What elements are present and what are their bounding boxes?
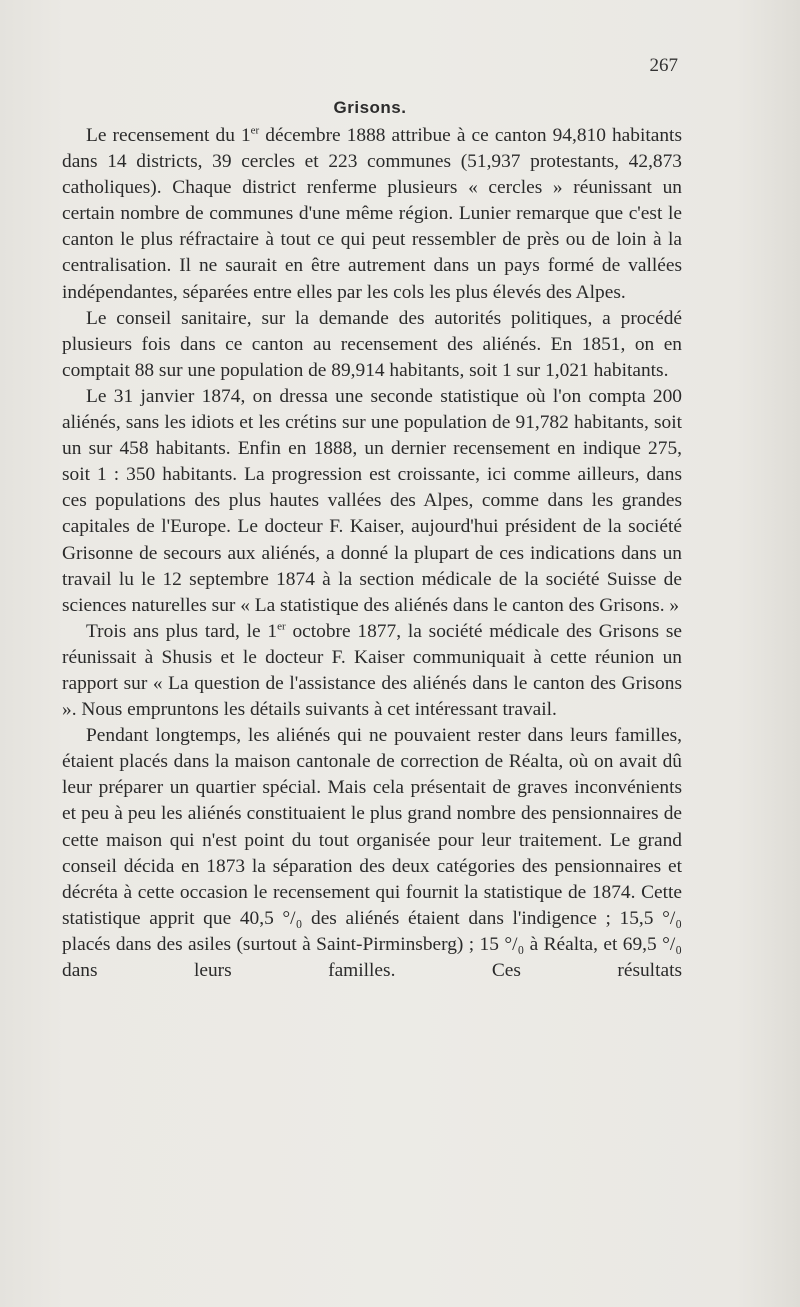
paragraph xyxy=(62,619,682,723)
paragraph xyxy=(62,723,682,984)
text-run: Pendant longtemps, les aliénés qui ne pouvaient rester dans leurs familles, étaient placés dans la maison cantonale de correction de Réalta, où on avait dû leur préparer un quartier spécial. Mais cela présentait de graves inconvénients et peu à peu les aliénés constituaient le plus grand nombre des pensionnaires de cette maison qui n'est point du tout organisée pour leur traitement. Le grand conseil décida en 1873 la séparation des deux catégories des pensionnaires et décréta à cette occasion le recensement qui fournit la statistique de 1874. Cette statistique apprit que 40,5 °/₀ des aliénés étaient dans l'indigence ; 15,5 °/₀ placés dans des asiles (surtout à Saint-Pirminsberg) ; 15 °/₀ à Réalta, et 69,5 °/₀ dans leurs familles. Ces résultats xyxy=(62,725,682,981)
text-run: Trois ans plus tard, le 1 xyxy=(86,620,278,642)
section-title: Grisons. xyxy=(333,98,407,117)
body-text xyxy=(62,123,682,984)
text-run: octobre 1877, la société médicale des Grisons se réunissait à Shusis et le docteur F. Kaiser communiquait à cette réunion un rapport sur « La question de l'assistance des aliénés dans le canton des Grisons ». Nous empruntons les détails suivants à cet intéressant travail. xyxy=(62,620,682,721)
superscript: er xyxy=(250,124,260,137)
paragraph xyxy=(62,384,682,619)
text-run: Le conseil sanitaire, sur la demande des autorités politiques, a procédé plusieurs fois dans ce canton au recensement des aliénés. En 1851, on en comptait 88 sur une population de 89,914 habitants, soit 1 sur 1,021 habitants. xyxy=(62,307,682,381)
superscript: er xyxy=(277,620,286,633)
paragraph xyxy=(62,123,682,306)
text-run: Le recensement du 1 xyxy=(86,125,251,146)
paragraph xyxy=(62,306,682,384)
page-number: 267 xyxy=(649,55,678,76)
text-run: décembre 1888 attribue à ce canton 94,810 habitants dans 14 districts, 39 cercles et 223 communes (51,937 protestants, 42,873 catholiques). Chaque district renferme plusieurs « cercles » réunissant un certain nombre de communes d'une même région. Lunier remarque que c'est le canton le plus réfractaire à tout ce qui peut ressembler de près ou de loin à la centralisation. Il ne saurait en être autrement dans un pays formé de vallées indépendantes, séparées entre elles par les cols les plus élevés des Alpes. xyxy=(62,125,682,303)
text-run: Le 31 janvier 1874, on dressa une seconde statistique où l'on compta 200 aliénés, sans les idiots et les crétins sur une population de 91,782 habitants, soit un sur 458 habitants. Enfin en 1888, un dernier recensement en indique 275, soit 1 : 350 habitants. La progression est croissante, ici comme ailleurs, dans ces populations des plus hautes vallées des Alpes, comme dans les grandes capitales de l'Europe. Le docteur F. Kaiser, aujourd'hui président de la société Grisonne de secours aux aliénés, a donné la plupart de ces indications dans un travail lu le 12 septembre 1874 à la section médicale de la société Suisse de sciences naturelles sur « La statistique des aliénés dans le canton des Grisons. » xyxy=(62,385,682,616)
